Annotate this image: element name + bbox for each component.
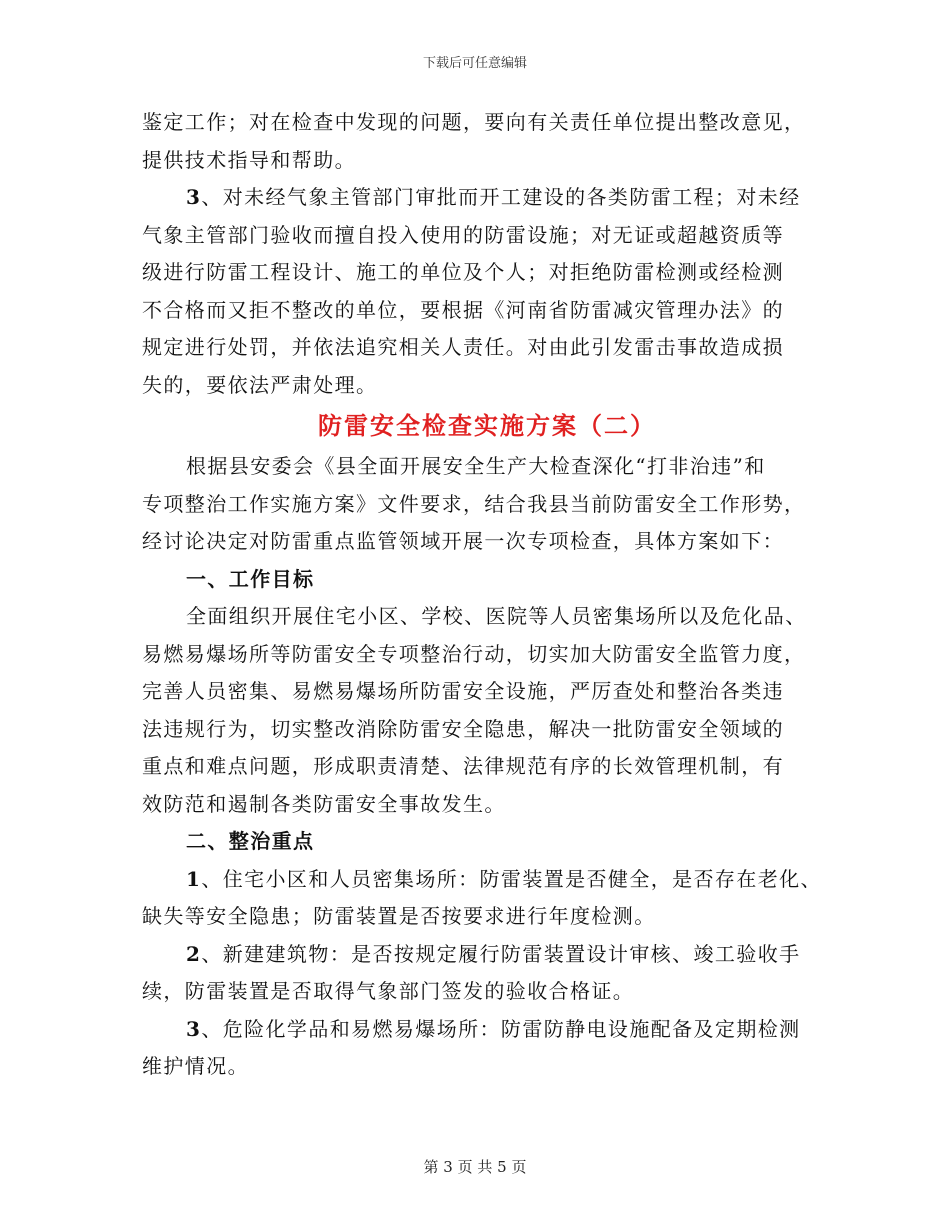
document-body: [142, 104, 832, 1086]
item-text: 、对未经气象主管部门审批而开工建设的各类防雷工程；对未经: [201, 185, 801, 209]
numbered-item-line: [142, 936, 832, 974]
paragraph-line: 鉴定工作；对在检查中发现的问题，要向有关责任单位提出整改意见，: [142, 110, 806, 134]
paragraph-line: 效防范和遏制各类防雷安全事故发生。: [142, 791, 506, 816]
heading-key-focus: 二、整治重点: [186, 829, 315, 853]
heading-work-goal: 一、工作目标: [186, 566, 315, 591]
paragraph-line: 规定进行处罚，并依法追究相关人责任。对由此引发雷击事故造成损: [142, 335, 784, 359]
numbered-item-line: [142, 861, 832, 899]
paragraph-line: 不合格而又拒不整改的单位，要根据《河南省防雷减灾管理办法》的: [142, 297, 784, 322]
paragraph-line: 级进行防雷工程设计、施工的单位及个人；对拒绝防雷检测或经检测: [142, 260, 784, 284]
numbered-item-line: [142, 1011, 832, 1049]
paragraph-line: 缺失等安全隐患；防雷装置是否按要求进行年度检测。: [142, 904, 656, 928]
numbered-item-line: [142, 179, 832, 217]
item-number: 2: [186, 941, 202, 966]
paragraph-line: 维护情况。: [142, 1054, 249, 1078]
item-text: 、新建建筑物：是否按规定履行防雷装置设计审核、竣工验收手: [201, 941, 801, 966]
paragraph-line: 易燃易爆场所等防雷安全专项整治行动，切实加大防雷安全监管力度，: [142, 641, 806, 666]
paragraph-line: 根据县安委会《县全面开展安全生产大检查深化“打非治违”和: [186, 454, 766, 478]
page-header-note: 下载后可任意编辑: [422, 56, 527, 71]
paragraph-line: 全面组织开展住宅小区、学校、医院等人员密集场所以及危化品、: [186, 604, 807, 628]
item-number: 1: [186, 866, 202, 891]
paragraph-line: 提供技术指导和帮助。: [142, 147, 356, 172]
paragraph-line: 专项整治工作实施方案》文件要求，结合我县当前防雷安全工作形势，: [142, 491, 806, 516]
page-number-footer: 第 3 页 共 5 页: [423, 1158, 527, 1176]
item-text: 、危险化学品和易燃易爆场所：防雷防静电设施配备及定期检测: [201, 1016, 801, 1041]
item-text: 、住宅小区和人员密集场所：防雷装置是否健全，是否存在老化、: [201, 866, 822, 891]
item-number: 3: [186, 185, 202, 209]
paragraph-line: 法违规行为，切实整改消除防雷安全隐患，解决一批防雷安全领域的: [142, 716, 784, 741]
paragraph-line: 完善人员密集、易燃易爆场所防雷安全设施，严厉查处和整治各类违: [142, 679, 784, 703]
paragraph-line: 失的，要依法严肃处理。: [142, 372, 378, 397]
paragraph-line: 气象主管部门验收而擅自投入使用的防雷设施；对无证或超越资质等: [142, 222, 784, 247]
paragraph-line: 续，防雷装置是否取得气象部门签发的验收合格证。: [142, 979, 635, 1003]
item-number: 3: [186, 1016, 202, 1041]
paragraph-line: 经讨论决定对防雷重点监管领域开展一次专项检查，具体方案如下：: [142, 529, 784, 553]
section-title: 防雷安全检查实施方案（二）: [318, 411, 656, 440]
paragraph-line: 重点和难点问题，形成职责清楚、法律规范有序的长效管理机制，有: [142, 754, 784, 778]
